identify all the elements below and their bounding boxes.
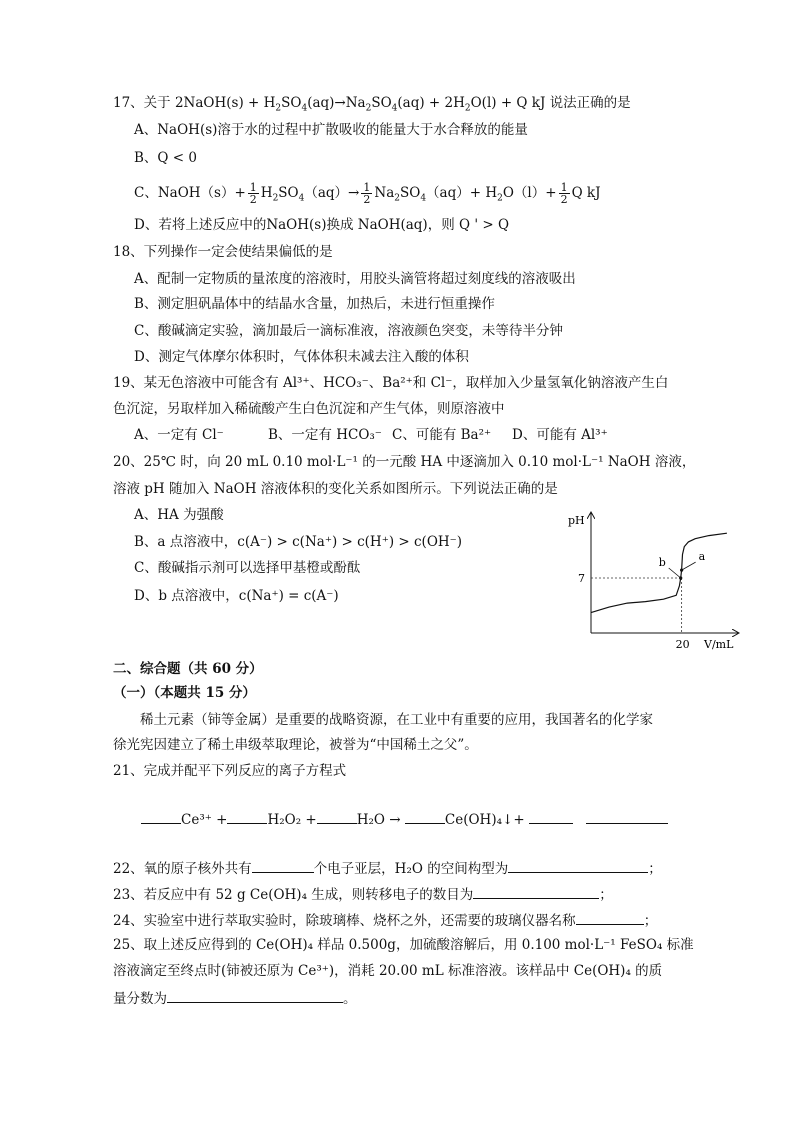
blank-electron-count[interactable]: [473, 884, 599, 899]
q25-line1: 25、取上述反应得到的 Ce(OH)₄ 样品 0.500g，加硫酸溶解后，用 0.100 mol·L⁻¹ FeSO₄ 标准: [113, 937, 694, 953]
blank-glassware-name[interactable]: [576, 910, 644, 925]
intro-line1: 稀土元素（铈等金属）是重要的战略资源，在工业中有重要的应用，我国著名的化学家: [140, 712, 653, 728]
point-a-marker: [680, 569, 683, 572]
point-b-leader: [669, 568, 681, 578]
q20-option-c: C、酸碱指示剂可以选择甲基橙或酚酞: [134, 560, 361, 576]
point-b-marker: [679, 576, 682, 579]
intro-line2: 徐光宪因建立了稀土串级萃取理论，被誉为“中国稀土之父”。: [113, 737, 478, 753]
point-a-label: a: [698, 550, 706, 564]
blank-coef-h2o2[interactable]: [227, 809, 267, 824]
q20-stem-line2: 溶液 pH 随加入 NaOH 溶液体积的变化关系如图所示。下列说法正确的是: [113, 481, 558, 497]
blank-h2o-geometry[interactable]: [508, 858, 648, 873]
fraction-half: $\frac{1}{2}$: [560, 181, 568, 206]
q17-stem: 17、关于 2NaOH(s) + $H_2SO_4(aq)\to Na_2SO_4(aq) + 2H_2O(l) + Q$ kJ 说法正确的是: [113, 95, 631, 114]
section2-title: 二、综合题（共 60 分）: [113, 661, 263, 677]
x-axis-label: V/mL: [704, 638, 734, 651]
q18-stem: 18、下列操作一定会使结果偏低的是: [113, 244, 333, 260]
q18-option-b: B、测定胆矾晶体中的结晶水含量，加热后，未进行恒重操作: [134, 296, 495, 312]
y-axis-label: pH: [568, 514, 585, 527]
q19-option-c: C、可能有 Ba²⁺: [392, 427, 492, 443]
q21-stem: 21、完成并配平下列反应的离子方程式: [113, 763, 347, 779]
q24-line: 24、实验室中进行萃取实验时，除玻璃棒、烧杯之外，还需要的玻璃仪器名称 ；: [113, 910, 657, 930]
q20-option-b: B、a 点溶液中，c(A⁻) > c(Na⁺) > c(H⁺) > c(OH⁻): [134, 534, 463, 550]
q21-equation: Ce³⁺ + H₂O₂ + H₂O → Ce(OH)₄↓+: [141, 809, 668, 829]
q22-line: 22、氧的原子核外共有 个电子亚层，H₂O 的空间构型为 ；: [113, 858, 662, 878]
titration-curve: [591, 533, 727, 612]
q17-option-b: B、Q < 0: [134, 150, 197, 166]
q19-stem-line1: 19、某无色溶液中可能含有 Al³⁺、HCO₃⁻、Ba²⁺和 Cl⁻，取样加入少量氢氧化钠溶液产生白: [113, 375, 669, 391]
q17-option-a: A、NaOH(s)溶于水的过程中扩散吸收的能量大于水合释放的能量: [134, 122, 528, 138]
q18-option-d: D、测定气体摩尔体积时，气体体积未减去注入酸的体积: [134, 349, 469, 365]
blank-product-species[interactable]: [586, 809, 668, 824]
q18-option-c: C、酸碱滴定实验，滴加最后一滴标准液，溶液颜色突变，未等待半分钟: [134, 323, 563, 339]
y-tick-label-7: 7: [578, 572, 585, 585]
point-b-label: b: [658, 556, 666, 569]
x-tick-label-20: 20: [675, 638, 690, 651]
q25-line2: 溶液滴定至终点时(铈被还原为 Ce³⁺)，消耗 20.00 mL 标准溶液。该样品中 Ce(OH)₄ 的质: [113, 963, 663, 979]
q19-option-d: D、可能有 Al³⁺: [512, 427, 608, 443]
q20-option-a: A、HA 为强酸: [134, 507, 224, 523]
q25-line3: 量分数为 。: [113, 988, 357, 1008]
blank-coef-ce3[interactable]: [141, 809, 181, 824]
q19-option-b: B、一定有 HCO₃⁻: [268, 427, 382, 443]
fraction-half: $\frac{1}{2}$: [249, 181, 257, 206]
fraction-half: $\frac{1}{2}$: [363, 181, 371, 206]
q18-option-a: A、配制一定物质的量浓度的溶液时，用胶头滴管将超过刻度线的溶液吸出: [134, 271, 576, 287]
blank-sublevel-count[interactable]: [252, 858, 314, 873]
blank-mass-fraction[interactable]: [167, 988, 343, 1003]
q20-option-d: D、b 点溶液中，c(Na⁺) = c(A⁻): [134, 588, 339, 604]
blank-coef-ceoh4[interactable]: [405, 809, 445, 824]
q17-option-d: D、若将上述反应中的NaOH(s)换成 NaOH(aq)，则 Q ' > Q: [134, 217, 510, 233]
part1-title: （一）（本题共 15 分）: [113, 685, 256, 701]
q20-stem-line1: 20、25℃ 时，向 20 mL 0.10 mol·L⁻¹ 的一元酸 HA 中逐滴加入 0.10 mol·L⁻¹ NaOH 溶液，: [113, 454, 696, 470]
blank-coef-h2o[interactable]: [317, 809, 357, 824]
blank-product-coef[interactable]: [529, 809, 573, 824]
titration-chart: [566, 511, 746, 656]
q23-line: 23、若反应中有 52 g Ce(OH)₄ 生成，则转移电子的数目为 ；: [113, 884, 613, 904]
q17-option-c: C、NaOH（s）+ $\frac{1}{2}$ $H_2SO_4(aq)\to$ $\frac{1}{2}$ $Na_2SO_4(aq)+ H_2O(l)+$ $\frac{1}{2}$ Q kJ: [134, 181, 601, 206]
q19-option-a: A、一定有 Cl⁻: [134, 427, 224, 443]
point-a-leader: [682, 562, 696, 570]
q19-stem-line2: 色沉淀，另取样加入稀硫酸产生白色沉淀和产生气体，则原溶液中: [113, 401, 505, 417]
